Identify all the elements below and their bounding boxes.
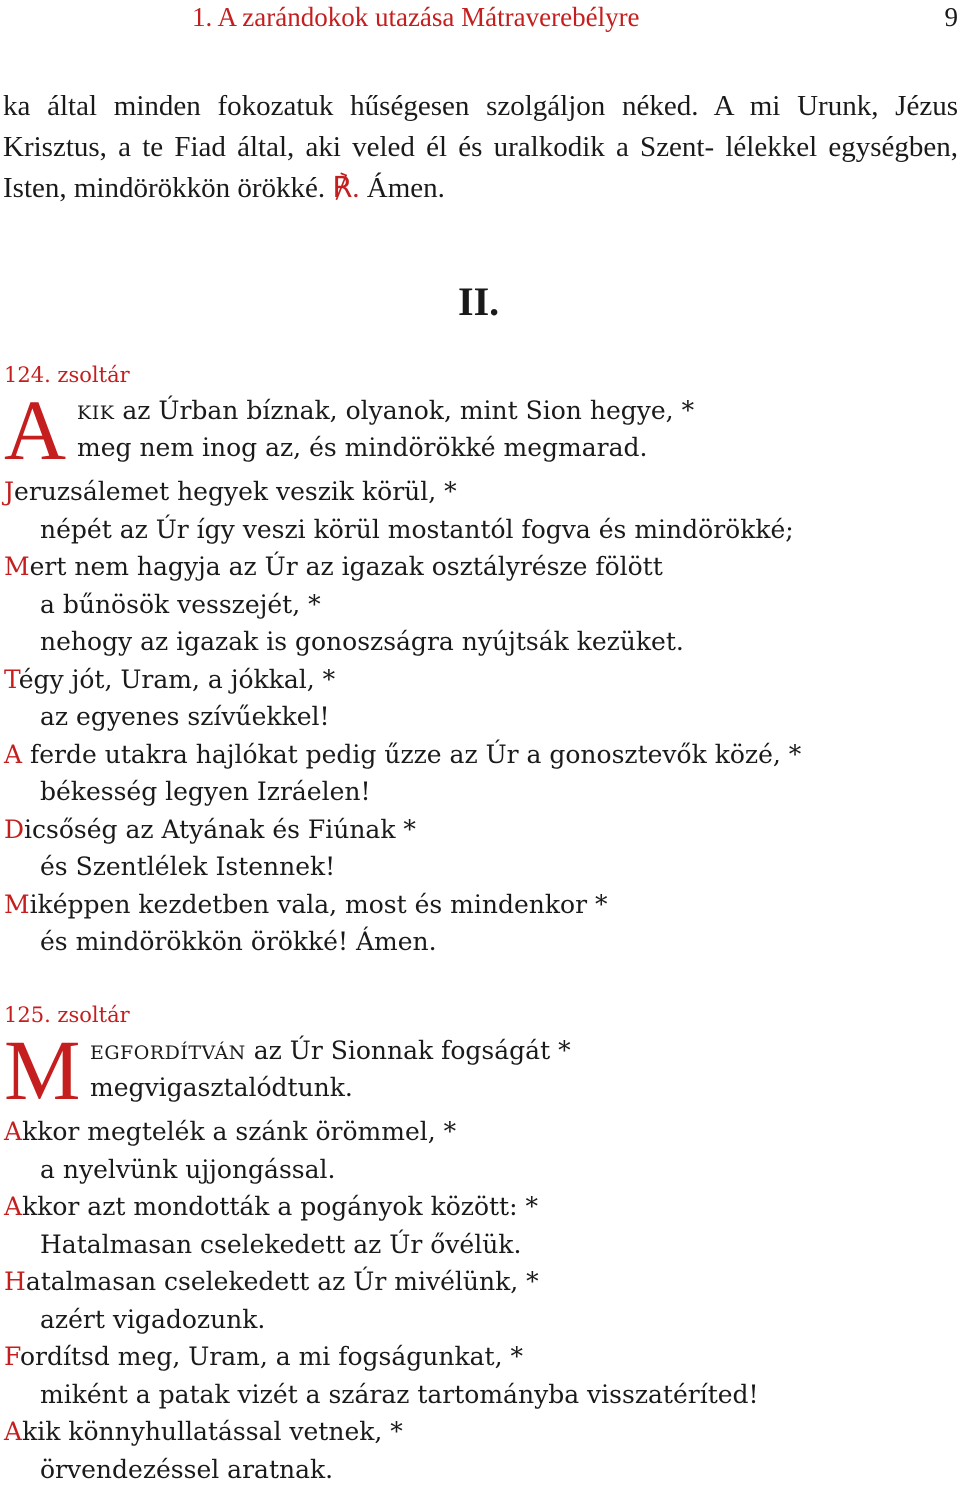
psalm-lead xyxy=(4,1033,954,1113)
verse xyxy=(4,886,954,961)
drop-cap: A xyxy=(4,387,66,473)
lead-line-2: meg nem inog az, és mindörökké megmarad. xyxy=(77,430,647,466)
verse-line: atalmasan cselekedett az Úr mivélünk, * xyxy=(26,1267,539,1296)
intro-paragraph xyxy=(3,86,958,209)
verse-initial: M xyxy=(4,890,30,919)
verse-continuation: népét az Úr így veszi körül mostantól fogva és mindörökké; xyxy=(4,511,954,549)
verse xyxy=(4,811,954,886)
verse-initial: A xyxy=(4,1192,22,1221)
verse-initial: H xyxy=(4,1267,26,1296)
verse xyxy=(4,473,954,548)
verse-initial: D xyxy=(4,815,24,844)
verse-line: eruzsálemet hegyek veszik körül, * xyxy=(14,477,457,506)
chapter-title: 1. A zarándokok utazása Mátraverebélyre xyxy=(192,2,640,33)
verse-line: ordítsd meg, Uram, a mi fogságunkat, * xyxy=(20,1342,523,1371)
verse-line: égy jót, Uram, a jókkal, * xyxy=(19,665,335,694)
verse xyxy=(4,736,954,811)
verse-line: kik könnyhullatással vetnek, * xyxy=(22,1417,403,1446)
intro-text: ka által minden fokozatuk hűségesen szolgáljon néked. A mi Urunk, Jézus Krisztus, a te Fiad által, aki veled él és uralkodik a Szent- lélekkel egységben, Isten, mindörökkön örökké. xyxy=(3,90,958,204)
verse-continuation: nehogy az igazak is gonoszságra nyújtsák kezüket. xyxy=(4,623,954,661)
psalm-lead xyxy=(4,393,954,473)
verse-initial: A xyxy=(4,1117,22,1146)
verse-continuation: az egyenes szívűekkel! xyxy=(4,698,954,736)
verse-line: kkor megtelék a szánk örömmel, * xyxy=(22,1117,456,1146)
running-header xyxy=(0,2,960,36)
section-number: II. xyxy=(458,278,499,325)
drop-cap: M xyxy=(4,1027,80,1113)
verse-initial: A xyxy=(4,740,22,769)
verse-list xyxy=(4,1113,954,1488)
verse-initial: A xyxy=(4,1417,22,1446)
lead-line-1: az Úr Sionnak fogságát * xyxy=(246,1036,571,1065)
psalm-125 xyxy=(4,1003,954,1488)
verse xyxy=(4,1113,954,1188)
verse-continuation: azért vigadozunk. xyxy=(4,1301,954,1339)
small-caps-word: EGFORDÍTVÁN xyxy=(90,1042,246,1064)
verse-line: ferde utakra hajlókat pedig űzze az Úr a gonosztevők közé, * xyxy=(22,740,801,769)
verse-initial: J xyxy=(4,477,14,506)
response-text: Ámen. xyxy=(360,172,445,204)
psalm-label: 125. zsoltár xyxy=(4,1003,954,1033)
verse-line: kkor azt mondották a pogányok között: * xyxy=(22,1192,538,1221)
verse-initial: M xyxy=(4,552,30,581)
verse-continuation: miként a patak vizét a száraz tartományba visszatéríted! xyxy=(4,1376,954,1414)
verse xyxy=(4,548,954,661)
psalm-124 xyxy=(4,363,954,961)
verse-initial: F xyxy=(4,1342,20,1371)
verse-continuation: a bűnösök vesszejét, * xyxy=(4,586,954,624)
verse-line: iképpen kezdetben vala, most és mindenkor * xyxy=(30,890,608,919)
verse xyxy=(4,1413,954,1488)
lead-line-1: az Úrban bíznak, olyanok, mint Sion hegye, * xyxy=(114,396,694,425)
small-caps-word: KIK xyxy=(77,402,114,424)
verse-continuation: és Szentlélek Istennek! xyxy=(4,848,954,886)
verse xyxy=(4,1338,954,1413)
psalm-label: 124. zsoltár xyxy=(4,363,954,393)
verse-continuation: Hatalmasan cselekedett az Úr ővélük. xyxy=(4,1226,954,1264)
verse-continuation: a nyelvünk ujjongással. xyxy=(4,1151,954,1189)
verse-line: ert nem hagyja az Úr az igazak osztályrésze fölött xyxy=(30,552,663,581)
verse-initial: T xyxy=(4,665,19,694)
verse-continuation: örvendezéssel aratnak. xyxy=(4,1451,954,1488)
lead-line-2: megvigasztalódtunk. xyxy=(90,1070,353,1106)
response-symbol: ℟. xyxy=(332,172,359,204)
verse-continuation: békesség legyen Izráelen! xyxy=(4,773,954,811)
verse-list xyxy=(4,473,954,961)
verse xyxy=(4,1263,954,1338)
verse-continuation: és mindörökkön örökké! Ámen. xyxy=(4,923,954,961)
verse-line: icsőség az Atyának és Fiúnak * xyxy=(24,815,416,844)
verse xyxy=(4,661,954,736)
page-number: 9 xyxy=(945,2,959,33)
verse xyxy=(4,1188,954,1263)
